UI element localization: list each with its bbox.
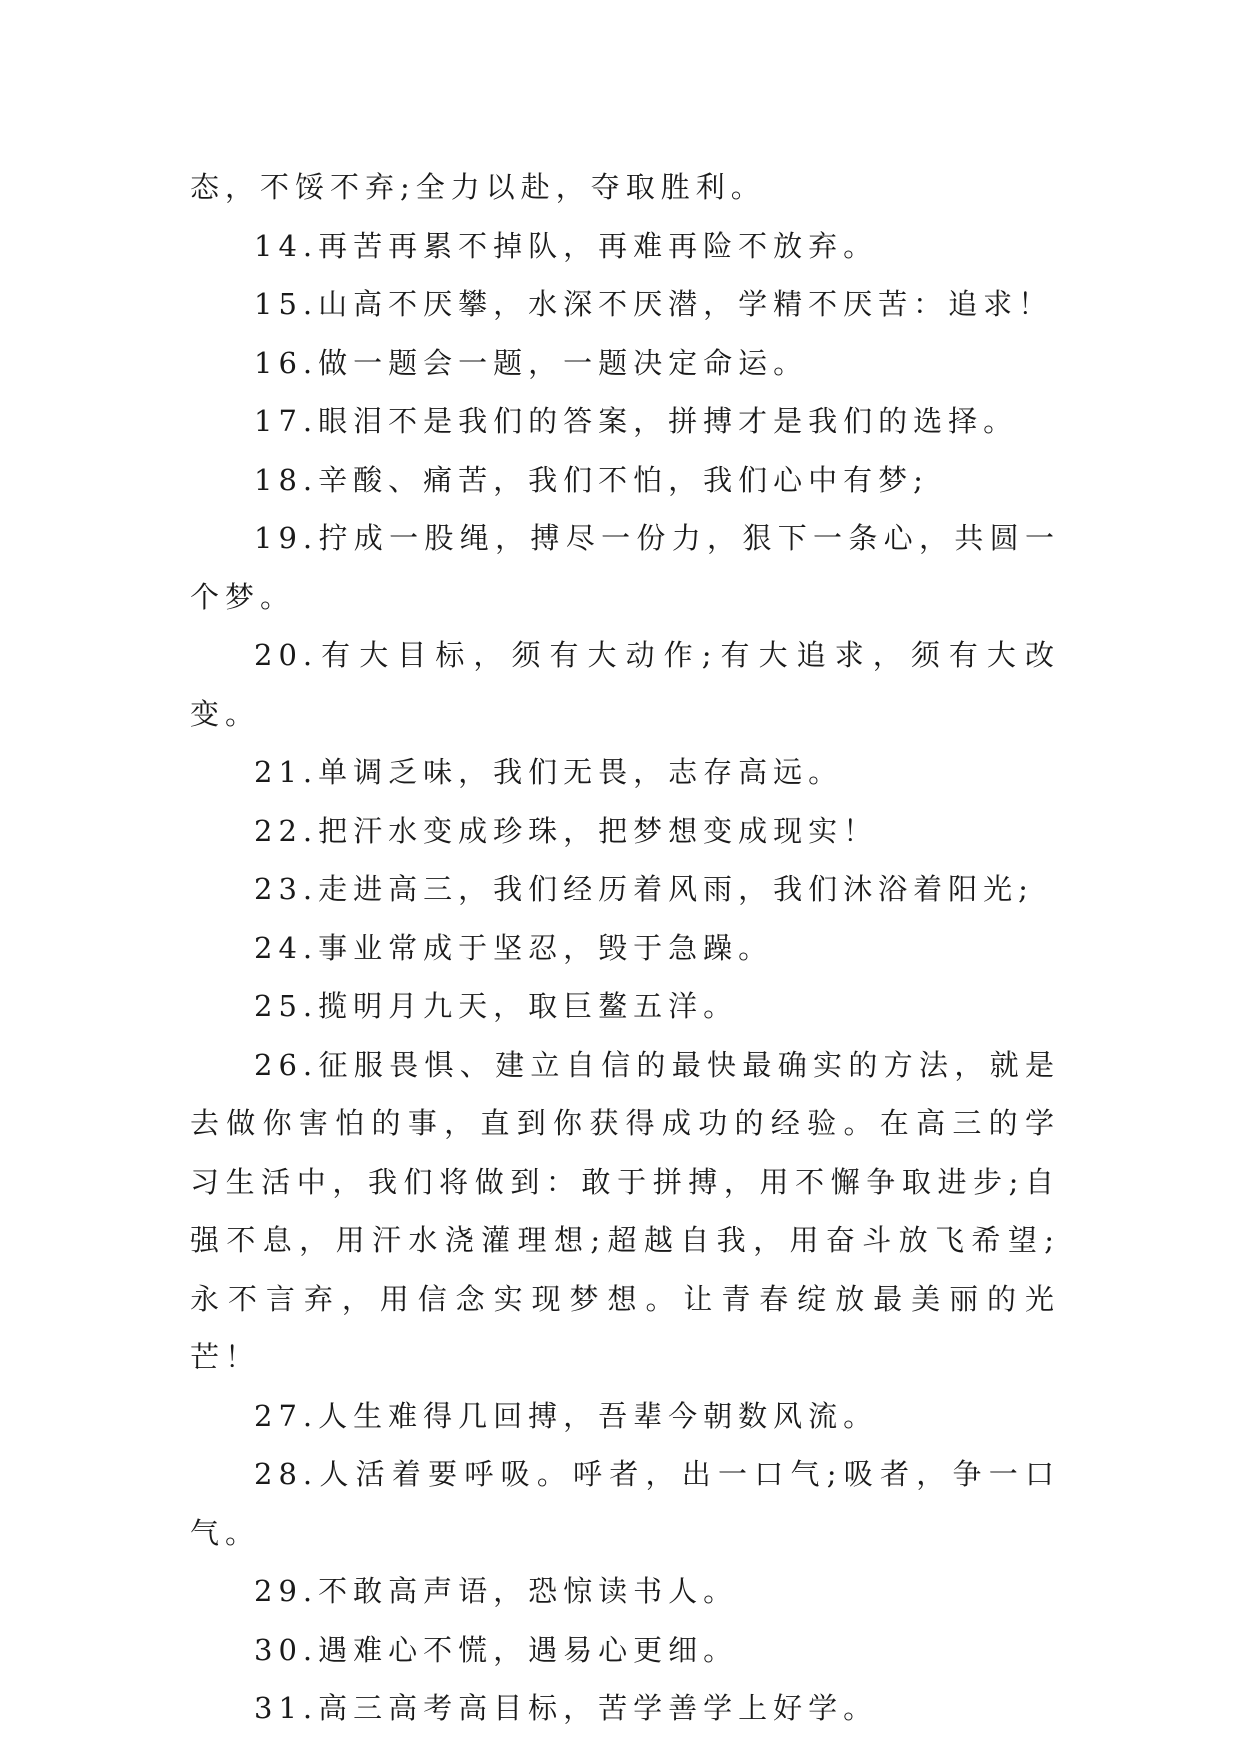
document-body — [190, 158, 1060, 1738]
motto-27: 27.人生难得几回搏，吾辈今朝数风流。 — [254, 1398, 879, 1433]
motto-15: 15.山高不厌攀，水深不厌潜，学精不厌苦：追求！ — [254, 287, 1054, 321]
motto-20: 20.有大目标，须有大动作;有大追求，须有大改变。 — [190, 638, 1060, 731]
motto-30: 30.遇难心不慌，遇易心更细。 — [254, 1632, 739, 1667]
motto-23: 23.走进高三，我们经历着风雨，我们沐浴着阳光; — [254, 872, 1034, 906]
motto-24: 24.事业常成于坚忍，毁于急躁。 — [254, 930, 774, 965]
motto-18: 18.辛酸、痛苦，我们不怕，我们心中有梦; — [254, 462, 929, 497]
motto-25: 25.揽明月九天，取巨鳌五洋。 — [254, 989, 739, 1023]
motto-28: 28.人活着要呼吸。呼者，出一口气;吸者，争一口气。 — [190, 1457, 1060, 1550]
motto-21: 21.单调乏味，我们无畏，志存高远。 — [254, 755, 844, 789]
motto-26: 26.征服畏惧、建立自信的最快最确实的方法，就是去做你害怕的事，直到你获得成功的经验。在高三的学习生活中，我们将做到：敢于拼搏，用不懈争取进步;自强不息，用汗水浇灌理想;超越自我，用奋斗放飞希望;永不言弃，用信念实现梦想。让青春绽放最美丽的光芒！ — [190, 1047, 1060, 1374]
motto-31: 31.高三高考高目标，苦学善学上好学。 — [254, 1691, 879, 1725]
motto-14: 14.再苦再累不掉队，再难再险不放弃。 — [254, 228, 879, 263]
motto-17: 17.眼泪不是我们的答案，拼搏才是我们的选择。 — [254, 404, 1019, 438]
motto-19: 19.拧成一股绳，搏尽一份力，狠下一条心，共圆一个梦。 — [190, 521, 1060, 614]
motto-16: 16.做一题会一题，一题决定命运。 — [254, 345, 809, 380]
motto-22: 22.把汗水变成珍珠，把梦想变成现实！ — [254, 813, 879, 848]
paragraph-continued: 态，不馁不弃;全力以赴，夺取胜利。 — [190, 170, 766, 204]
motto-29: 29.不敢高声语，恐惊读书人。 — [254, 1574, 739, 1608]
